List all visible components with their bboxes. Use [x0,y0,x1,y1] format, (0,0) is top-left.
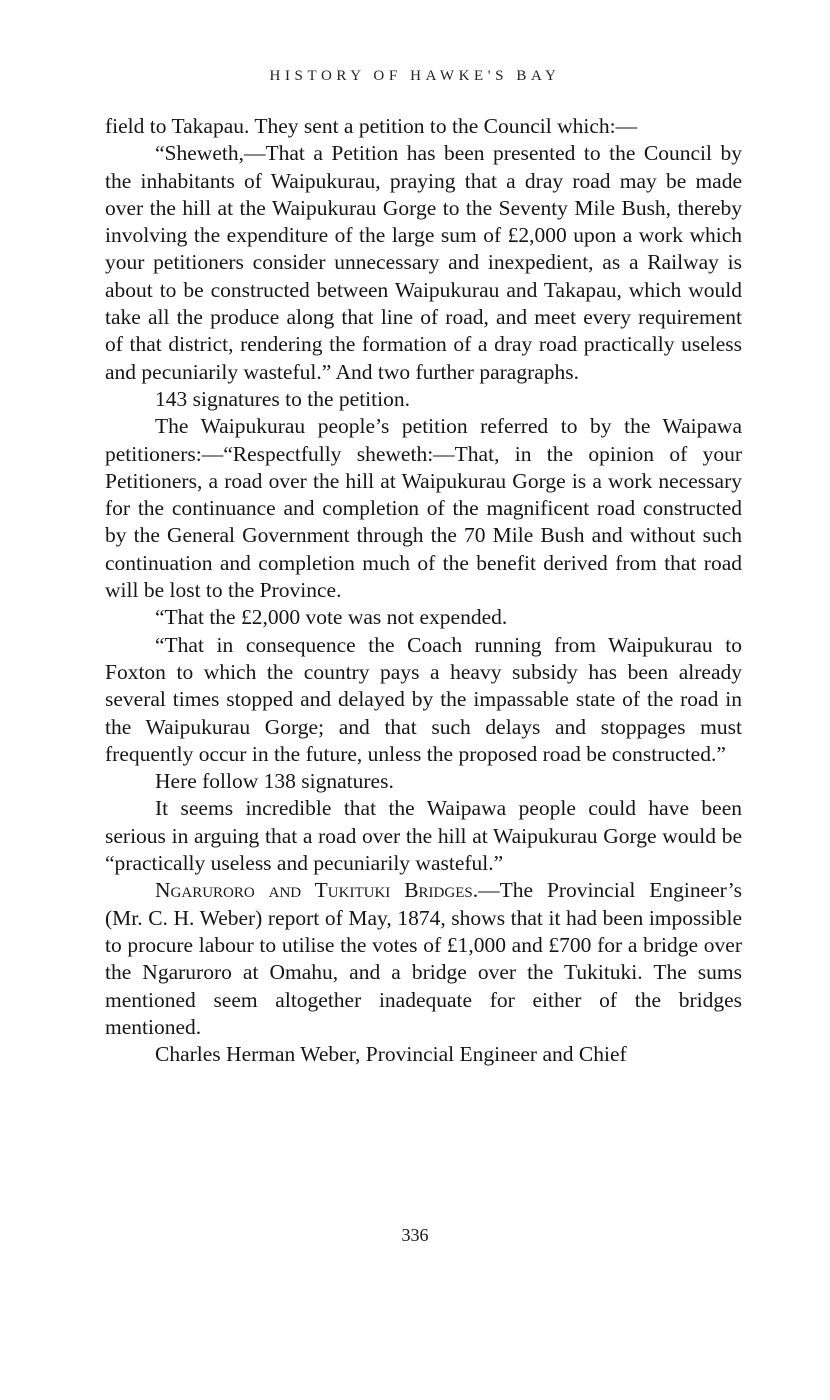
paragraph: It seems incredible that the Waipawa people could have been serious in arguing that a road over the hill at Waipukurau Gorge would be “practically useless and pecuniarily wasteful.” [105,796,742,876]
section-heading: Ngaruroro and Tukituki Bridges. [155,878,479,903]
paragraph: “That in consequence the Coach running from Waipukurau to Foxton to which the country pays a heavy subsidy has been already several times stopped and delayed by the impassable state of the road in the Waipukurau Gorge; and that such delays and stoppages must frequently occur in the future, unless the proposed road be constructed.” [105,632,742,766]
paragraph-text: —The Provincial Engineer’s (Mr. C. H. Weber) report of May, 1874, shows that it had been impossible to procure labour to utilise the votes of £1,000 and £700 for a bridge over the Ngaruroro at Omahu, and a bridge over the Tukituki. The sums mentioned seem altogether inadequate for either of the bridges mentioned. [105,878,742,1039]
page-number: 336 [401,1225,429,1245]
paragraph: “Sheweth,—That a Petition has been presented to the Council by the inhabitants of Waipukurau, praying that a dray road may be made over the hill at the Waipukurau Gorge to the Seventy Mile Bush, thereby involving the expenditure of the large sum of £2,000 upon a work which your petitioners consider unnecessary and inexpedient, as a Railway is about to be constructed between Waipukurau and Takapau, which would take all the produce along that line of road, and meet every requirement of that district, rendering the formation of a dray road practically useless and pecuniarily wasteful.” And two further paragraphs. [105,141,742,384]
paragraph [105,877,742,1041]
paragraph: 143 signatures to the petition. [155,386,410,411]
paragraph: “That the £2,000 vote was not expended. [155,605,508,630]
running-head: HISTORY OF HAWKE'S BAY [269,68,561,84]
paragraph: field to Takapau. They sent a petition to the Council which:— [105,114,638,138]
paragraph: The Waipukurau people’s petition referred to by the Waipawa petitioners:—“Respectfully sheweth:—That, in the opinion of your Petitioners, a road over the hill at Waipukurau Gorge is a work necessary for the continuance and completion of the magnificent road constructed by the General Government through the 70 Mile Bush and without such continuation and completion much of the benefit derived from that road will be lost to the Province. [105,414,742,603]
page-body [105,113,742,1068]
paragraph: Here follow 138 signatures. [155,769,394,794]
paragraph: Charles Herman Weber, Provincial Engineer and Chief [155,1042,627,1067]
